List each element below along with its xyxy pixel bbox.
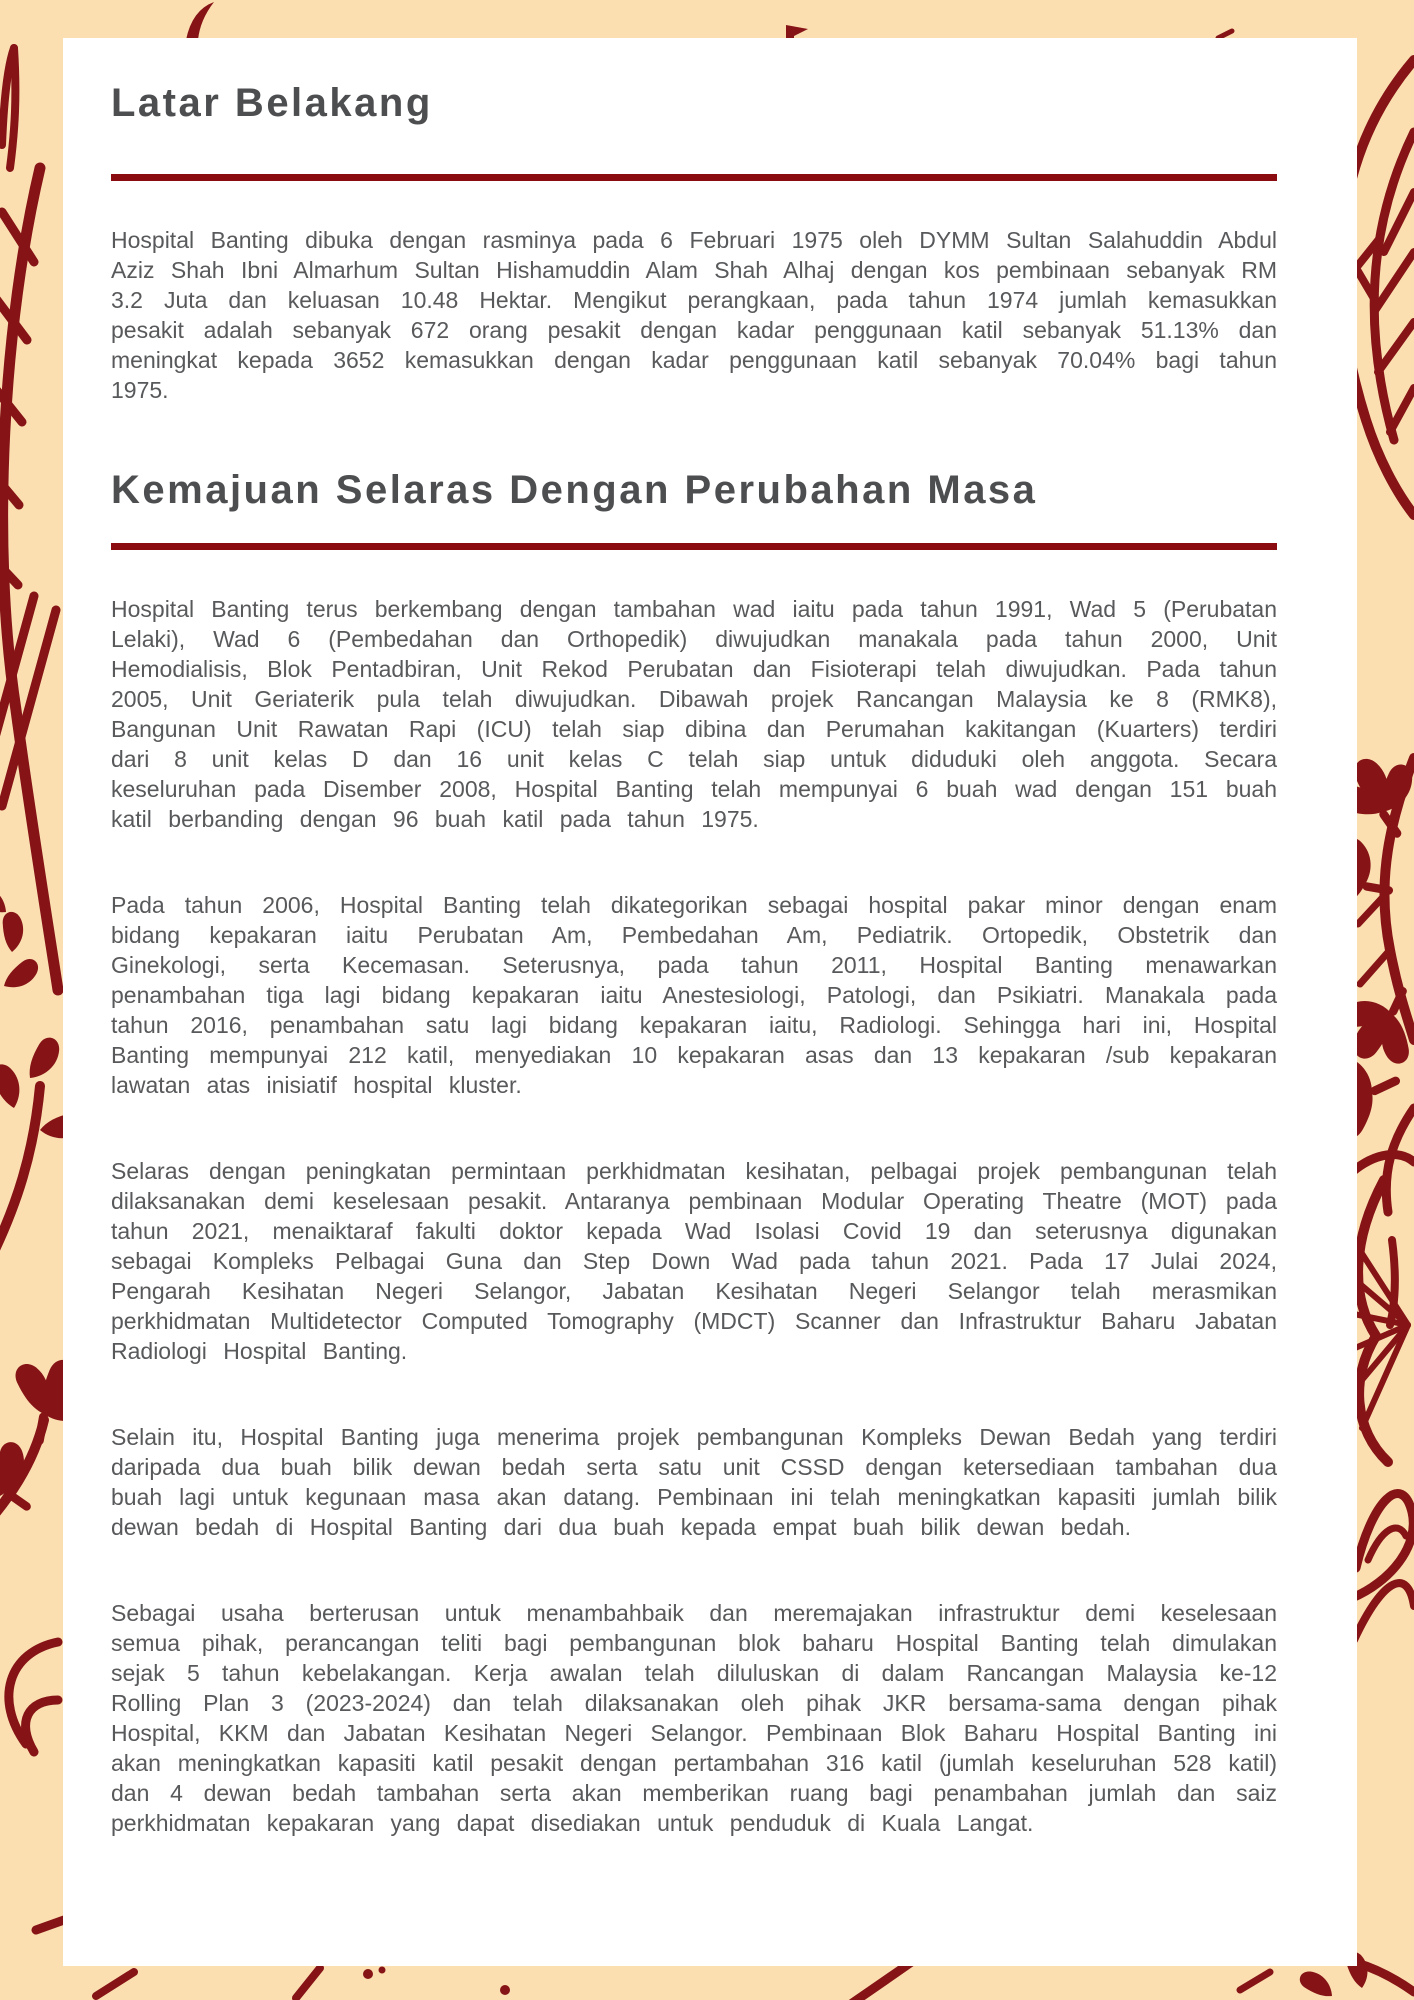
top-border-flora xyxy=(186,2,1232,40)
paragraph-operating-complex: Selain itu, Hospital Banting juga menerima projek pembangunan Kompleks Dewan Bedah yang terdiri daripada dua buah bilik dewan bedah serta satu unit CSSD dengan ketersediaan tambahan dua buah lagi untuk kegunaan masa akan datang. Pembinaan ini telah meningkatkan kapasiti jumlah bilik dewan bedah di Hospital Banting dari dua buah kepada empat buah bilik dewan bedah. xyxy=(111,1424,1277,1540)
paragraph-development-projects: Selaras dengan peningkatan permintaan perkhidmatan kesihatan, pelbagai projek pembangunan telah dilaksanakan demi keselesaan pesakit. Antaranya pembinaan Modular Operating Theatre (MOT) pada tahun 2021, menaiktaraf fakulti doktor kepada Wad Isolasi Covid 19 dan seterusnya digunakan sebagai Kompleks Pelbagai Guna dan Step Down Wad pada tahun 2021. Pada 17 Julai 2024, Pengarah Kesihatan Negeri Selangor, Jabatan Kesihatan Negeri Selangor telah merasmikan perkhidmatan Multidetector Computed Tomography (MDCT) Scanner dan Infrastruktur Baharu Jabatan Radiologi Hospital Banting. xyxy=(111,1158,1277,1364)
title-underline-rule xyxy=(111,174,1277,181)
document-card xyxy=(63,38,1357,1966)
paragraph-specialist-fields: Pada tahun 2006, Hospital Banting telah dikategorikan sebagai hospital pakar minor dengan enam bidang kepakaran iaitu Perubatan Am, Pembedahan Am, Pediatrik. Ortopedik, Obstetrik dan Ginekologi, serta Kecemasan. Seterusnya, pada tahun 2011, Hospital Banting menawarkan penambahan tiga lagi bidang kepakaran iaitu Anestesiologi, Patologi, dan Psikiatri. Manakala pada tahun 2016, penambahan satu lagi bidang kepakaran iaitu, Radiologi. Sehingga hari ini, Hospital Banting mempunyai 212 katil, menyediakan 10 kepakaran asas dan 13 kepakaran /sub kepakaran lawatan atas inisiatif hospital kluster. xyxy=(111,892,1277,1098)
paragraph-history-opening: Hospital Banting dibuka dengan rasminya pada 6 Februari 1975 oleh DYMM Sultan Salahuddin Abdul Aziz Shah Ibni Almarhum Sultan Hishamuddin Alam Shah Alhaj dengan kos pembinaan sebanyak RM 3.2 Juta dan keluasan 10.48 Hektar. Mengikut perangkaan, pada tahun 1974 jumlah kemasukkan pesakit adalah sebanyak 672 orang pesakit dengan kadar penggunaan katil sebanyak 51.13% dan meningkat kepada 3652 kemasukkan dengan kadar penggunaan katil sebanyak 70.04% bagi tahun 1975. xyxy=(111,227,1277,403)
paragraph-expansion-wards: Hospital Banting terus berkembang dengan tambahan wad iaitu pada tahun 1991, Wad 5 (Perubatan Lelaki), Wad 6 (Pembedahan dan Orthopedik) diwujudkan manakala pada tahun 2000, Unit Hemodialisis, Blok Pentadbiran, Unit Rekod Perubatan dan Fisioterapi telah diwujudkan. Pada tahun 2005, Unit Geriaterik pula telah diwujudkan. Dibawah projek Rancangan Malaysia ke 8 (RMK8), Bangunan Unit Rawatan Rapi (ICU) telah siap dibina dan Perumahan kakitangan (Kuarters) terdiri dari 8 unit kelas D dan 16 unit kelas C telah siap untuk diduduki oleh anggota. Secara keseluruhan pada Disember 2008, Hospital Banting telah mempunyai 6 buah wad dengan 151 buah katil berbanding dengan 96 buah katil pada tahun 1975. xyxy=(111,596,1277,832)
paragraph-new-block: Sebagai usaha berterusan untuk menambahbaik dan meremajakan infrastruktur demi keselesaan semua pihak, perancangan teliti bagi pembangunan blok baharu Hospital Banting telah dimulakan sejak 5 tahun kebelakangan. Kerja awalan telah diluluskan di dalam Rancangan Malaysia ke-12 Rolling Plan 3 (2023-2024) dan telah dilaksanakan oleh pihak JKR bersama-sama dengan pihak Hospital, KKM dan Jabatan Kesihatan Negeri Selangor. Pembinaan Blok Baharu Hospital Banting ini akan meningkatkan kapasiti katil pesakit dengan pertambahan 316 katil (jumlah keseluruhan 528 katil) dan 4 dewan bedah tambahan serta akan memberikan ruang bagi penambahan jumlah dan saiz perkhidmatan kepakaran yang dapat disediakan untuk penduduk di Kuala Langat. xyxy=(111,1600,1277,1836)
section-title: Kemajuan Selaras Dengan Perubahan Masa xyxy=(111,468,1038,512)
page-title: Latar Belakang xyxy=(111,81,433,125)
title-underline-rule xyxy=(111,543,1277,550)
section-latar-belakang xyxy=(111,80,1277,405)
section-kemajuan xyxy=(111,467,1277,1838)
